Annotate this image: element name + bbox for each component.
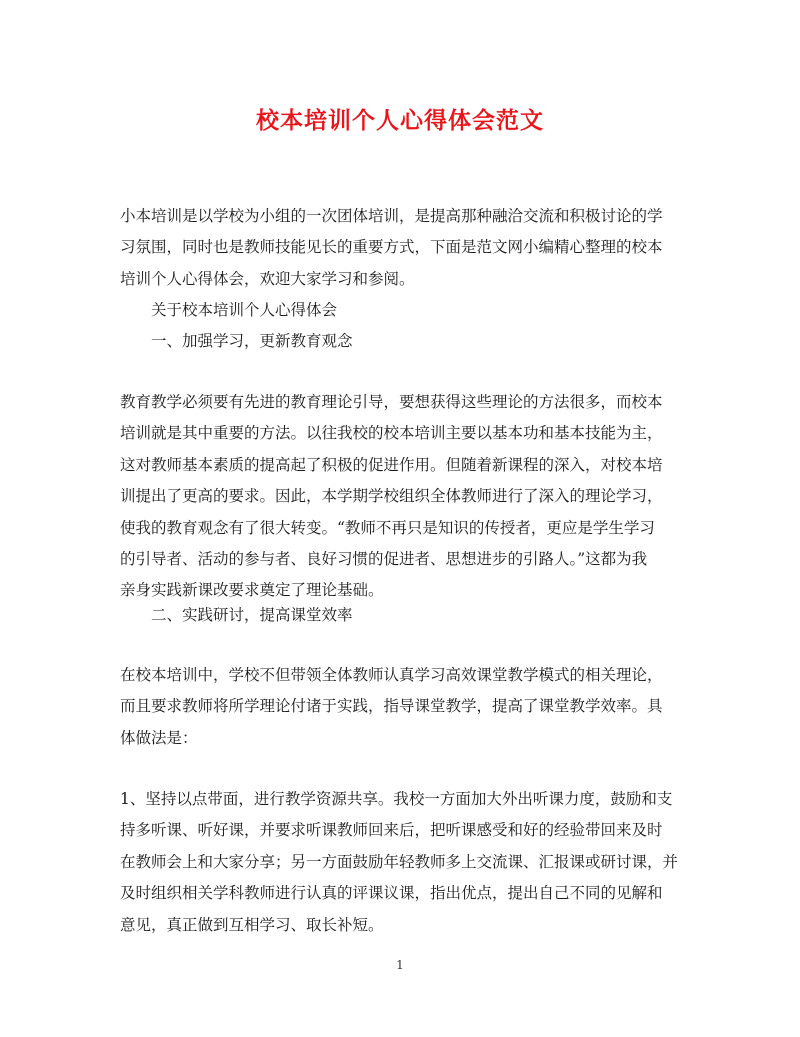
item1-line: 1、坚持以点带面，进行教学资源共享。我校一方面加大外出听课力度，鼓励和支 [120, 790, 673, 808]
section2-heading: 二、实践研讨，提高课堂效率 [151, 606, 353, 624]
section1-heading: 一、加强学习，更新教育观念 [151, 332, 353, 350]
intro-line: 小本培训是以学校为小组的一次团体培训，是提高那种融洽交流和积极讨论的学 [120, 207, 663, 225]
section1-line: 教育教学必须要有先进的教育理论引导，要想获得这些理论的方法很多，而校本 [120, 393, 663, 411]
intro-line: 习氛围，同时也是教师技能见长的重要方式，下面是范文网小编精心整理的校本 [120, 238, 663, 257]
intro-paragraph [120, 201, 688, 295]
item1-line: 持多听课、听好课，并要求听课教师回来后，把听课感受和好的经验带回来及时 [120, 821, 663, 840]
item1-line: 及时组织相关学科教师进行认真的评课议课，指出优点，提出自己不同的见解和 [120, 884, 663, 903]
page-number: 1 [396, 958, 404, 972]
section2-line: 而且要求教师将所学理论付诸于实践，指导课堂教学，提高了课堂教学效率。具 [120, 697, 663, 716]
section1-line: 亲身实践新课改要求奠定了理论基础。 [120, 581, 384, 600]
item1-line: 意见，真正做到互相学习、取长补短。 [120, 915, 384, 934]
document-title: 校本培训个人心得体会范文 [256, 107, 544, 134]
section1-line: 使我的教育观念有了很大转变。“教师不再只是知识的传授者，更应是学生学习 [120, 518, 655, 537]
section1-line: 训提出了更高的要求。因此，本学期学校组织全体教师进行了深入的理论学习， [120, 487, 663, 506]
section2-line: 体做法是： [120, 728, 198, 747]
section1-line: 这对教师基本素质的提高起了积极的促进作用。但随着新课程的深入，对校本培 [120, 455, 663, 474]
section1-paragraph [120, 387, 688, 607]
main-subheading: 关于校本培训个人心得体会 [151, 301, 338, 319]
section2-line: 在校本培训中，学校不但带领全体教师认真学习高效课堂教学模式的相关理论， [120, 666, 663, 684]
section2-paragraph [120, 660, 688, 754]
section1-line: 培训就是其中重要的方法。以往我校的校本培训主要以基本功和基本技能为主， [120, 424, 663, 443]
section1-line: 的引导者、活动的参与者、良好习惯的促进者、思想进步的引路人。”这都为我 [120, 550, 648, 569]
item1-paragraph [120, 784, 688, 941]
intro-line: 培训个人心得体会，欢迎大家学习和参阅。 [120, 269, 415, 288]
item1-line: 在教师会上和大家分享；另一方面鼓励年轻教师多上交流课、汇报课或研讨课，并 [120, 852, 679, 871]
